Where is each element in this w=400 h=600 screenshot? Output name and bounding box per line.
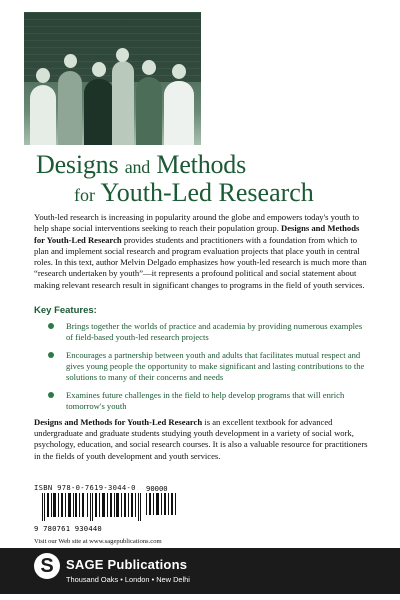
- title-word-designs: Designs: [36, 150, 119, 179]
- sage-logo-icon: S: [34, 553, 60, 579]
- title-youth-led-research: Youth-Led Research: [100, 178, 314, 207]
- closing-text: is an excellent textbook for advanced undergraduate and graduate students studying youth development in a variety of social work, psychology, education, and social research courses. It is also a valuable resource for practitioners in the fields of youth development and youth services.: [34, 417, 368, 461]
- title-word-for: for: [74, 185, 95, 205]
- description-book-title: Designs and Methods for Youth-Led Research: [34, 223, 360, 245]
- cover-photo-youth-group: [24, 12, 201, 145]
- ean-remaining-digits: 780761 930440: [43, 524, 102, 533]
- book-title: [36, 152, 376, 206]
- ean-barcode-icon: [42, 493, 142, 521]
- isbn-number: ISBN 978-0-7619-3044-0: [34, 483, 136, 492]
- key-feature-text: Examines future challenges in the field to help develop programs that will enrich tomorrow's youth: [66, 390, 345, 411]
- key-feature-text: Brings together the worlds of practice and academia by providing numerous examples of field-based youth-led research projects: [66, 321, 363, 342]
- bullet-icon: [48, 323, 54, 329]
- key-feature-text: Encourages a partnership between youth and adults that facilitates mutual respect and gives young people the opportunity to make significant and lasting contributions to the solutions to many of their concerns and needs: [66, 350, 365, 382]
- publisher-locations: Thousand Oaks • London • New Delhi: [66, 575, 190, 584]
- title-word-and: and: [124, 157, 151, 177]
- bullet-icon: [48, 392, 54, 398]
- title-word-methods: Methods: [156, 150, 247, 179]
- description-part-2: provides students and practitioners with a foundation from which to plan and implement social research and program evaluation projects that place youth in central roles. In this text, author Melvin Delgado emphasizes how youth-led research is much more than “research undertaken by youth”—it represents a profound political and social statement about making relevant research result in significant changes to programs in the field of youth services.: [34, 234, 367, 290]
- key-features-list: [46, 321, 366, 419]
- description-paragraph: [34, 212, 368, 291]
- key-features-heading: Key Features:: [34, 305, 97, 316]
- key-feature-item: [46, 390, 366, 412]
- key-feature-item: [46, 350, 366, 383]
- closing-paragraph: [34, 417, 368, 462]
- ean-first-digit: 9: [34, 524, 39, 533]
- key-feature-item: [46, 321, 366, 343]
- description-part-1: Youth-led research is increasing in popularity around the globe and empowers today's youth to help shape social interventions seeking to reach their population group.: [34, 212, 360, 234]
- publisher-name: SAGE Publications: [66, 557, 188, 572]
- footer-band: [0, 548, 400, 594]
- publisher-footer: [0, 548, 400, 600]
- price-code: 90000: [146, 484, 168, 493]
- ean-digits: [34, 524, 102, 533]
- price-barcode-icon: [146, 493, 178, 515]
- closing-book-title: Designs and Methods for Youth-Led Research: [34, 417, 203, 427]
- website-line: Visit our Web site at www.sagepublications.com: [34, 538, 162, 545]
- bullet-icon: [48, 352, 54, 358]
- isbn-barcode: [34, 483, 184, 535]
